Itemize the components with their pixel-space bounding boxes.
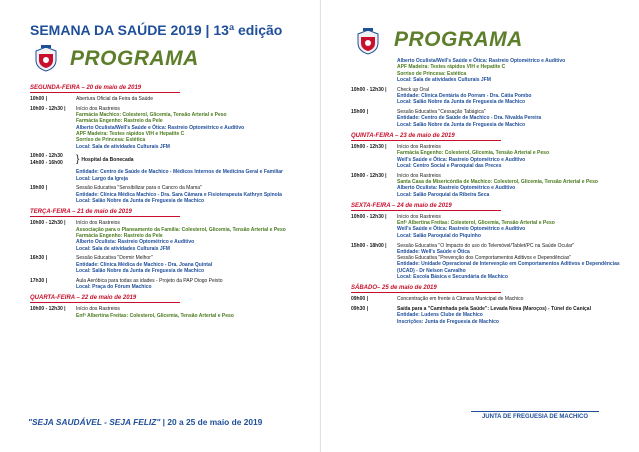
programa-heading: PROGRAMA [394, 28, 523, 51]
event-line: Farmácia Machico: Colesterol, Glicemia, Tensão Arterial e Peso [76, 112, 227, 119]
event-details [397, 87, 632, 106]
event-line: Entidade: Centro de Saúde de Machico - Médicos Internos de Medicina Geral e Familiar [76, 169, 283, 176]
event-time: 10h00 - 12h30 [30, 153, 63, 160]
day-heading: QUARTA-FEIRA – 22 de maio de 2019 [30, 295, 180, 303]
event-line: Entidade: Well's Saúde e Ótica [397, 248, 470, 255]
event-line: Local: Salão Paroquial da Ribeira Seca [397, 191, 490, 198]
event-line: Farmácia Engenho: Rastreio da Pele [76, 232, 163, 239]
event-line: Farmácia Engenho: Colesterol, Glicemia, Tensão Arterial e Peso [397, 150, 549, 157]
event-line: Início dos Rastreios [397, 213, 441, 220]
event-line: Sessão Educativa "Cessação Tabágica" [397, 109, 486, 116]
event-line: Entidade: Clínica Médica Machico - Dra. Sara Câmara e Fisioterapeuta Kathryn Spinola [76, 191, 282, 198]
left-page [0, 0, 319, 452]
event-time: 17h30 | [30, 277, 47, 284]
event-time: 09h30 | [351, 306, 368, 313]
event-row [30, 106, 311, 150]
municipal-crest-icon [33, 45, 59, 73]
left-schedule [30, 80, 311, 322]
event-line: Entidade: Unidade Operacional de Intervenção em Comportamentos Aditivos e Dependências (UCAD) - Dr Nelson Carvalho [397, 261, 620, 274]
event-line: Início dos Rastreios [397, 143, 441, 150]
page-title: SEMANA DA SAÚDE 2019 | 13ª edição [30, 22, 283, 38]
event-details [76, 169, 311, 182]
event-time: 10h00 - 12h30 | [351, 86, 387, 93]
event-details [397, 109, 632, 128]
event-line: Local: Centro Social e Paroquial das Preces [397, 162, 502, 169]
event-time: 09h00 | [351, 296, 368, 303]
event-line: Local: Salão Nobre da Junta de Freguesia de Machico [76, 198, 205, 205]
event-line: Local: Salão Nobre da Junta de Freguesia de Machico [76, 267, 205, 274]
right-schedule [351, 58, 632, 329]
event-line: Entidade: Centro de Saúde de Machico - Dra. Nivalda Pereira [397, 115, 542, 122]
event-row [30, 306, 311, 319]
event-time: 10h00 - 12h30 | [30, 105, 66, 112]
event-details [76, 278, 311, 291]
event-line: Início dos Rastreios [76, 220, 120, 227]
event-row [351, 214, 632, 239]
event-row [30, 169, 311, 182]
day-heading: SEXTA-FEIRA – 24 de maio de 2019 [351, 203, 501, 211]
event-time: 10h00 - 12h30 | [351, 143, 387, 150]
event-line: Entidade: Ludens Clube de Machico [397, 312, 483, 319]
event-details [76, 220, 311, 251]
event-line: Alberto Oculista: Rastreio Optométrico e Auditivo [397, 185, 516, 192]
event-line: Inscrições: Junta de Freguesia de Machico [397, 318, 499, 325]
event-row [30, 96, 311, 102]
event-line: Local: Salão Nobre da Junta de Freguesia de Machico [397, 99, 526, 106]
event-details [397, 214, 632, 239]
event-line: Saída para a "Caminhada pela Saúde": Levada Nova (Maroços) - Túnel do Caniçal [397, 306, 591, 313]
event-details [397, 58, 632, 83]
event-line: Local: Sala de atividades Culturais JFM [397, 76, 491, 83]
event-details [397, 144, 632, 169]
event-time: 19h00 | [30, 185, 47, 192]
event-line: Início dos Rastreios [76, 306, 120, 313]
footer-dates: | 20 a 25 de maio de 2019 [160, 417, 263, 427]
hospital-block [30, 153, 311, 167]
event-row [30, 278, 311, 291]
event-line: Alberto Oculista/Well's Saúde e Ótica: Rastreio Optométrico e Auditivo [397, 58, 566, 64]
event-row [30, 255, 311, 274]
event-details [76, 96, 311, 102]
day-heading: SEGUNDA-FEIRA – 20 de maio de 2019 [30, 85, 180, 93]
event-line: Sessão Educativa "Dormir Melhor" [76, 255, 153, 262]
event-line: Início dos Rastreios [76, 105, 120, 112]
event-line: APF Madeira: Testes rápidos VIH e Hepatite C [397, 64, 506, 71]
event-time: 10h00 - 12h30 | [351, 172, 387, 179]
event-line: Local: Praça do Fórum Machico [76, 284, 152, 291]
day-heading: SÁBADO– 25 de maio de 2019 [351, 285, 501, 293]
event-time-spacer [30, 169, 76, 182]
event-details [397, 173, 632, 198]
day-heading: TERÇA-FEIRA – 21 de maio de 2019 [30, 209, 180, 217]
event-details [397, 243, 632, 281]
event-row [351, 58, 632, 83]
event-time: 10h00 | [30, 96, 47, 102]
event-details [76, 255, 311, 274]
hospital-title: Hospital da Bonecada [81, 157, 134, 164]
event-line: Local: Sala de atividades Culturais JFM [76, 143, 170, 150]
event-line: Local: Largo da Igreja [76, 175, 128, 182]
event-line: Sorriso de Princesa: Estética [397, 70, 467, 77]
programa-heading: PROGRAMA [70, 47, 199, 70]
event-details [76, 106, 311, 150]
event-row [351, 173, 632, 198]
event-line: APF Madeira: Testes rápidos VIH e Hepatite C [76, 130, 185, 137]
brace-icon: } [76, 154, 80, 166]
event-details [397, 306, 632, 325]
event-row [351, 306, 632, 325]
event-line: Sessão Educativa "Sensibilizar para o Cancro da Mama" [76, 185, 202, 192]
event-row [351, 144, 632, 169]
event-line: Entidade: Clínica Médica de Machico - Dra. Joana Quintal [76, 261, 213, 268]
event-line: Sorriso de Princesa: Estética [76, 137, 146, 144]
event-row [351, 109, 632, 128]
event-line: Well's Saúde e Ótica: Rastreio Optométrico e Auditivo [397, 156, 526, 163]
event-line: Local: Salão Paroquial do Piquinho [397, 232, 481, 239]
event-line: Local: Escola Básica e Secundária de Machico [397, 274, 508, 281]
event-time: 15h00 | [351, 109, 368, 116]
event-time: 10h00 - 12h30 | [30, 220, 66, 227]
slogan-text: "SEJA SAUDÁVEL - SEJA FELIZ" [28, 417, 161, 427]
event-time-spacer [351, 58, 397, 83]
event-time: 10h00 - 12h30 | [351, 213, 387, 220]
event-line: Sessão Educativa "O Impacto do uso do Telemóvel/Tablet/PC na Saúde Ocular" [397, 242, 575, 249]
junta-footer: JUNTA DE FREGUESIA DE MACHICO [471, 411, 599, 420]
event-row [30, 185, 311, 204]
event-line: Alberto Oculista/Well's Saúde e Ótica: Rastreio Optométrico e Auditivo [76, 124, 245, 131]
event-line: Alberto Oculista: Rastreio Optométrico e Auditivo [76, 239, 195, 246]
event-time: 16h30 | [30, 255, 47, 262]
hospital-times [30, 153, 76, 167]
event-row [351, 243, 632, 281]
event-line: Farmácia Engenho: Rastreio da Pele [76, 118, 163, 125]
event-time: 10h00 - 12h30 | [30, 306, 66, 313]
event-row [351, 296, 632, 302]
event-details [76, 306, 311, 319]
event-row [30, 220, 311, 251]
right-page [320, 0, 639, 452]
event-time: 14h00 - 16h00 [30, 160, 63, 167]
event-line: Abertura Oficial da Feira da Saúde [76, 96, 153, 102]
event-details [76, 185, 311, 204]
event-line: Associação para o Planeamento da Família: Colesterol, Glicemia, Tensão Arterial e Peso [76, 226, 286, 233]
event-line: Enfª Albertina Freitas: Colesterol, Glicemia, Tensão Arterial e Peso [397, 220, 555, 227]
event-line: Entidade: Clínica Dentária do Porram - Dra. Cátia Pombo [397, 92, 532, 99]
event-details [397, 296, 632, 302]
event-time: 15h00 - 18h00 | [351, 242, 387, 249]
event-line: Concentração em frente à Câmara Municipal de Machico [397, 296, 524, 303]
event-row [351, 87, 632, 106]
event-line: Sessão Educativa "Prevenção dos Comportamentos Aditivos e Dependências" [397, 255, 572, 262]
event-line: Enfª Albertina Freitas: Colesterol, Glicemia, Tensão Arterial e Peso [76, 312, 234, 319]
event-line: Santa Casa da Misericórdia de Machico: Colesterol, Glicemia, Tensão Arterial e Peso [397, 178, 598, 185]
footer-slogan [28, 417, 262, 427]
municipal-crest-icon [355, 28, 381, 56]
event-line: Well's Saúde e Ótica: Rastreio Optométrico e Auditivo [397, 226, 526, 233]
event-line: Local: Sala de atividades Culturais JFM [76, 245, 170, 252]
event-line: Aula Aeróbica para todas as idades - Projeto da PAP Diogo Peixto [76, 277, 223, 284]
event-line: Local: Salão Nobre da Junta de Freguesia de Machico [397, 121, 526, 128]
event-line: Início dos Rastreios [397, 172, 441, 179]
day-heading: QUINTA-FEIRA – 23 de maio de 2019 [351, 133, 501, 141]
event-line: Check up Oral [397, 86, 429, 93]
